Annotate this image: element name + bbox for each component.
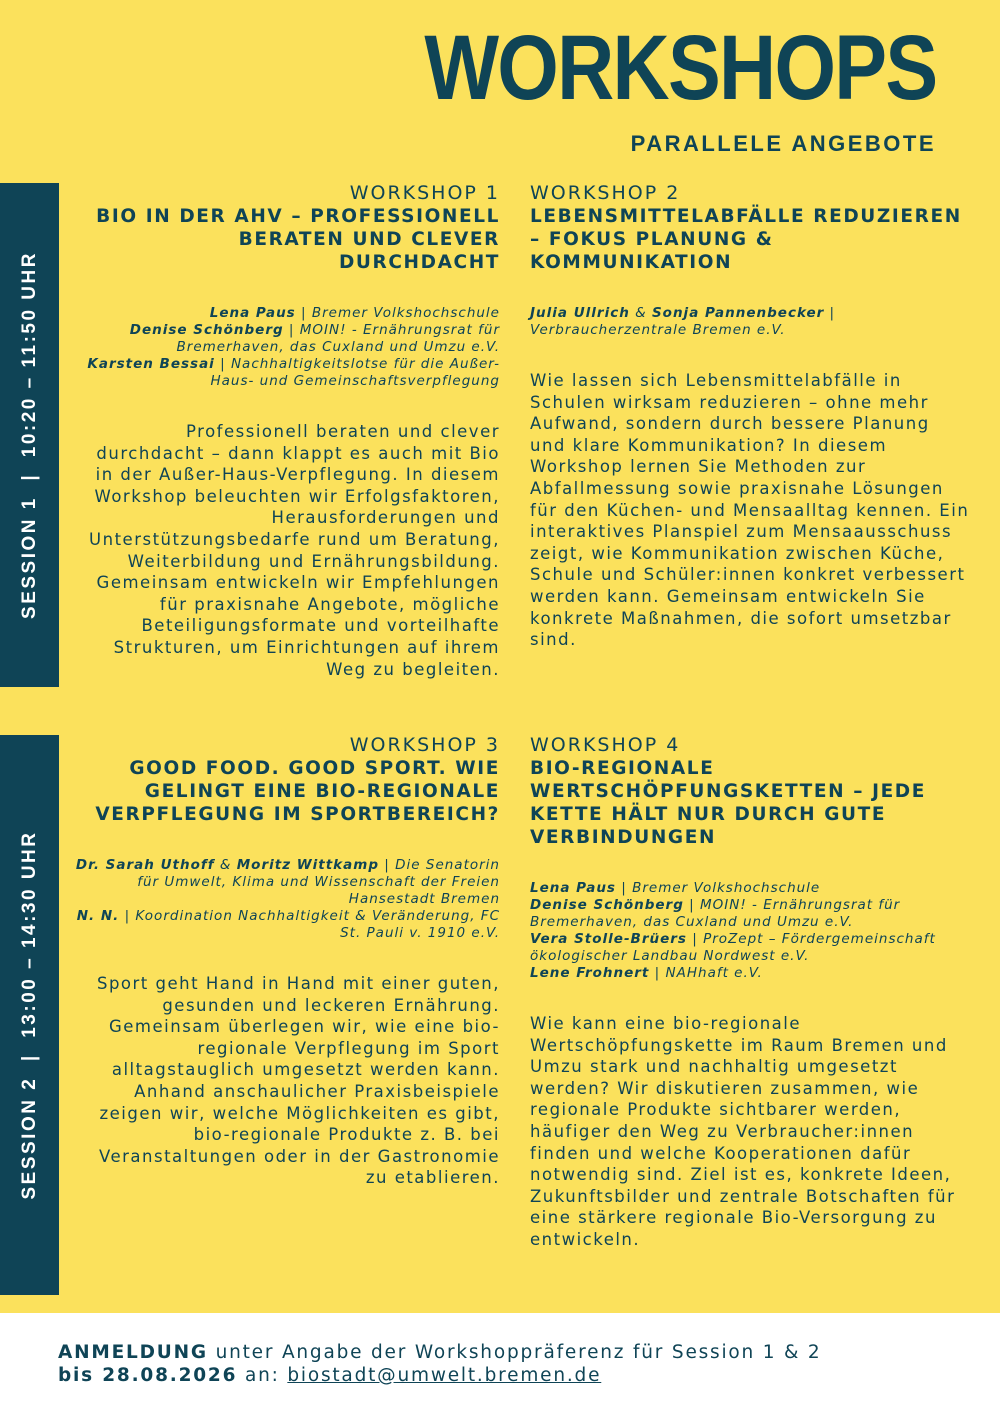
speaker-name: Denise Schönberg bbox=[530, 897, 684, 913]
workshop-title: BIO IN DER AHV – PROFESSIONELL BERATEN UND CLEVER DURCHDACHT bbox=[96, 206, 500, 273]
session-2-bar bbox=[0, 735, 59, 1295]
speaker bbox=[530, 880, 970, 897]
speaker-list bbox=[530, 305, 970, 339]
speaker-affiliation: | MOIN! - Ernährungsrat für Bremerhaven, das Cuxland und Umzu e.V. bbox=[176, 322, 500, 355]
speaker-name: Julia Ullrich bbox=[530, 305, 630, 321]
speaker-joiner: & bbox=[214, 857, 237, 873]
registration-text: unter Angabe der Workshoppräferenz für Session 1 & 2 bbox=[207, 1342, 822, 1363]
workshop-3 bbox=[75, 734, 500, 1189]
speaker-list bbox=[75, 305, 500, 390]
speaker-affiliation: | Bremer Volkshochschule bbox=[615, 880, 821, 896]
session-2-label: SESSION 2 | 13:00 – 14:30 UHR bbox=[18, 830, 40, 1200]
workshop-number: WORKSHOP 4 bbox=[530, 734, 681, 756]
page-subtitle: PARALLELE ANGEBOTE bbox=[630, 131, 936, 156]
speaker-affiliation: | ProZept – Fördergemeinschaft ökologischer Landbau Nordwest e.V. bbox=[530, 931, 936, 964]
speaker bbox=[75, 305, 500, 322]
page-title: WORKSHOPS bbox=[423, 17, 936, 119]
speaker-affiliation: | Nachhaltigkeitslotse für die Außer-Haus- und Gemeinschaftsverpflegung bbox=[210, 356, 500, 389]
speaker bbox=[75, 857, 500, 908]
registration-text: an: bbox=[237, 1365, 288, 1386]
speaker bbox=[75, 908, 500, 942]
workshop-description: Professionell beraten und clever durchdacht – dann klappt es auch mit Bio in der Außer-Haus-Verpflegung. In diesem Workshop beleuchten wir Erfolgsfaktoren, Herausforderungen und Unterstützungsbedarfe rund um Beratung, Weiterbildung und Ernährungsbildung. Gemeinsam entwickeln wir Empfehlungen für praxisnahe Angebote, mögliche Beteiligungsformate und vorteilhafte Strukturen, um Einrichtungen auf ihrem Weg zu begleiten. bbox=[89, 422, 500, 679]
workshop-title: LEBENSMITTELABFÄLLE REDUZIEREN – FOKUS PLANUNG & KOMMUNIKATION bbox=[530, 206, 962, 273]
speaker-affiliation: | NAHhaft e.V. bbox=[649, 965, 763, 981]
registration-deadline: bis 28.08.2026 bbox=[58, 1365, 238, 1386]
speaker-affiliation: | Verbraucherzentrale Bremen e.V. bbox=[530, 305, 836, 338]
speaker-affiliation: | Koordination Nachhaltigkeit & Veränderung, FC St. Pauli v. 1910 e.V. bbox=[119, 908, 500, 941]
workshop-title: GOOD FOOD. GOOD SPORT. WIE GELINGT EINE BIO-REGIONALE VERPFLEGUNG IM SPORTBEREICH? bbox=[95, 758, 500, 825]
speaker-joiner: & bbox=[629, 305, 652, 321]
workshop-2 bbox=[530, 182, 970, 651]
speaker-affiliation: | MOIN! - Ernährungsrat für Bremerhaven, das Cuxland und Umzu e.V. bbox=[530, 897, 901, 930]
speaker bbox=[530, 305, 970, 339]
speaker-affiliation: | Die Senatorin für Umwelt, Klima und Wissenschaft der Freien Hansestadt Bremen bbox=[137, 857, 500, 907]
workshop-number: WORKSHOP 2 bbox=[530, 182, 681, 204]
registration-email-link[interactable]: biostadt@umwelt.bremen.de bbox=[287, 1365, 602, 1386]
speaker-name: Lena Paus bbox=[530, 880, 616, 896]
workshop-description: Sport geht Hand in Hand mit einer guten, gesunden und leckeren Ernährung. Gemeinsam überlegen wir, wie eine bio-regionale Verpflegung im Sport alltagstauglich umgesetzt werden kann. Anhand anschaulicher Praxisbeispiele zeigen wir, welche Möglichkeiten es gibt, bio-regionale Produkte z. B. bei Veranstaltungen oder in der Gastronomie zu etablieren. bbox=[96, 974, 500, 1188]
speaker-name: Denise Schönberg bbox=[129, 322, 284, 338]
workshop-description: Wie lassen sich Lebensmittelabfälle in Schulen wirksam reduzieren – ohne mehr Aufwand, sondern durch bessere Planung und klare Kommunikation? In diesem Workshop lernen Sie Methoden zur Abfallmessung sowie praxisnahe Lösungen für den Küchen- und Mensaalltag kennen. Ein interaktives Planspiel zum Mensaausschuss zeigt, wie Kommunikation zwischen Küche, Schule und Schüler:innen konkret verbessert werden kann. Gemeinsam entwickeln Sie konkrete Maßnahmen, die sofort umsetzbar sind. bbox=[530, 371, 970, 650]
speaker bbox=[75, 356, 500, 390]
speaker-list bbox=[75, 857, 500, 942]
speaker bbox=[530, 897, 970, 931]
speaker-name: Dr. Sarah Uthoff bbox=[75, 857, 215, 873]
workshop-description: Wie kann eine bio-regionale Wertschöpfungskette im Raum Bremen und Umzu stark und nachhaltig umgesetzt werden? Wir diskutieren zusammen, wie regionale Produkte sichtbarer werden, häufiger den Weg zu Verbraucher:innen finden und welche Kooperationen dafür notwendig sind. Ziel ist es, konkrete Ideen, Zukunftsbilder und zentrale Botschaften für eine stärkere regionale Bio-Versorgung zu entwickeln. bbox=[530, 1014, 956, 1249]
registration-line-1 bbox=[58, 1341, 822, 1364]
session-1-label: SESSION 1 | 10:20 – 11:50 UHR bbox=[18, 251, 40, 619]
speaker-name: Karsten Bessai bbox=[87, 356, 215, 372]
speaker-name: Moritz Wittkamp bbox=[236, 857, 379, 873]
registration-heading: ANMELDUNG bbox=[58, 1342, 208, 1363]
workshop-4 bbox=[530, 734, 970, 1251]
workshop-number: WORKSHOP 3 bbox=[349, 734, 500, 756]
speaker bbox=[75, 322, 500, 356]
workshop-number: WORKSHOP 1 bbox=[349, 182, 500, 204]
speaker-name: Vera Stolle-Brüers bbox=[530, 931, 687, 947]
speaker-list bbox=[530, 880, 970, 982]
speaker-name: N. N. bbox=[76, 908, 120, 924]
speaker-name: Lene Frohnert bbox=[530, 965, 650, 981]
speaker bbox=[530, 931, 970, 965]
speaker-affiliation: | Bremer Volkshochschule bbox=[295, 305, 500, 321]
speaker-name: Lena Paus bbox=[209, 305, 296, 321]
registration-footer bbox=[58, 1341, 822, 1387]
registration-line-2 bbox=[58, 1364, 822, 1387]
speaker bbox=[530, 965, 970, 982]
speaker-name: Sonja Pannenbecker bbox=[651, 305, 825, 321]
workshop-title: BIO-REGIONALE WERTSCHÖPFUNGSKETTEN – JEDE KETTE HÄLT NUR DURCH GUTE VERBINDUNGEN bbox=[530, 758, 927, 848]
session-1-bar bbox=[0, 183, 59, 687]
workshop-1 bbox=[75, 182, 500, 680]
